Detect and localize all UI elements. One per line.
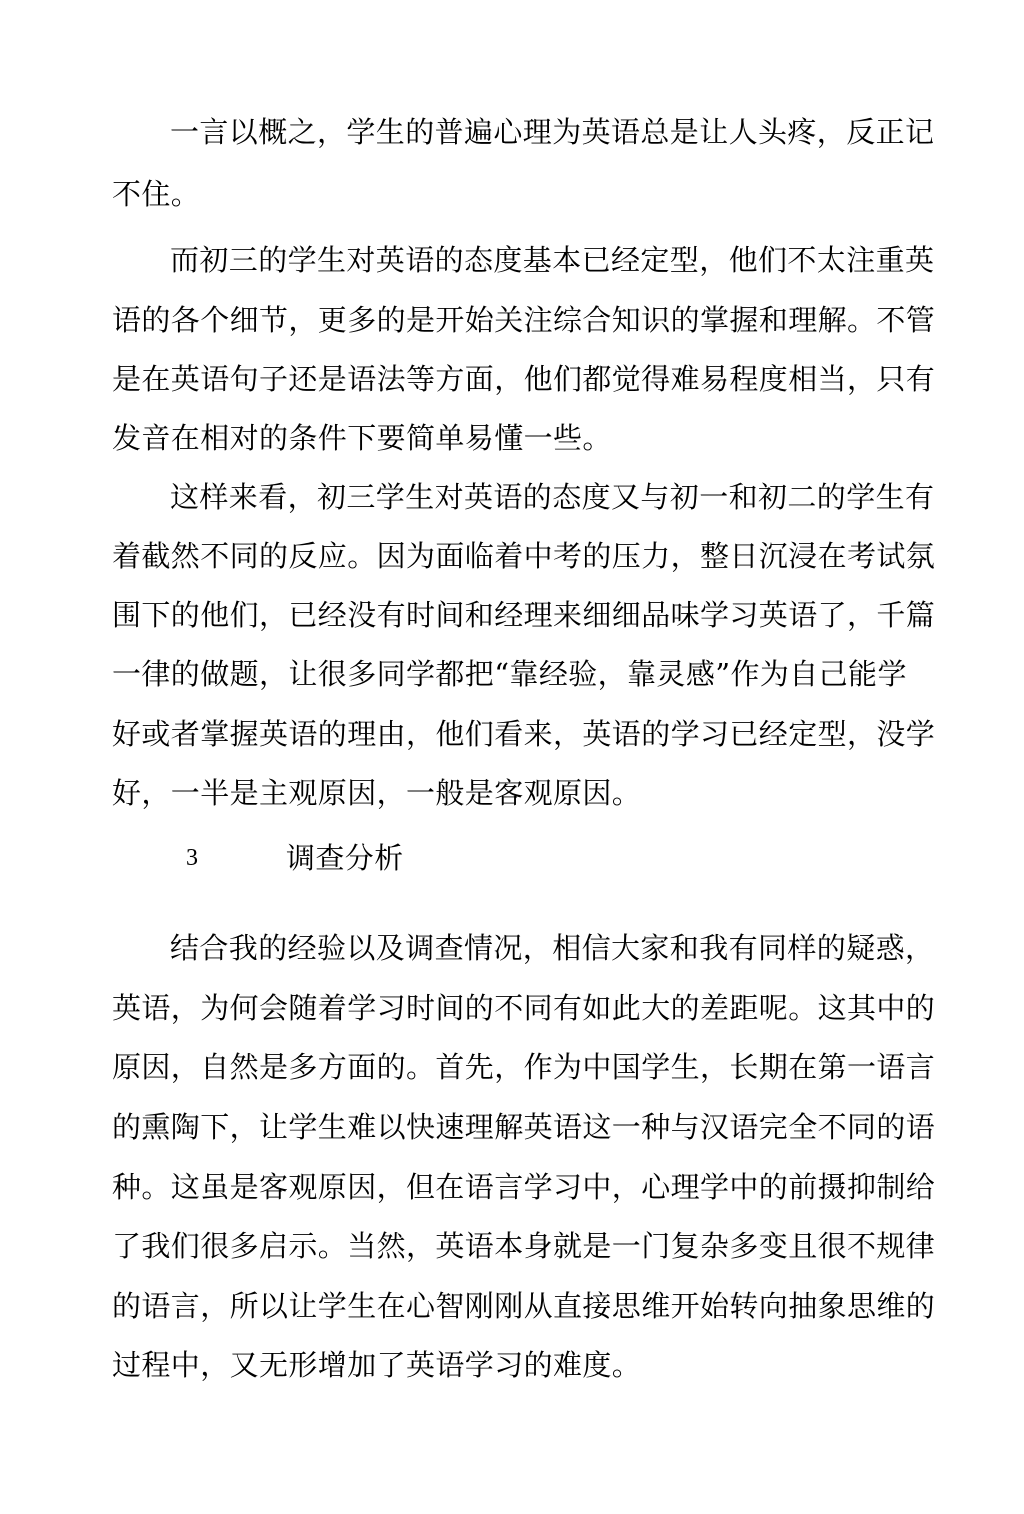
paragraph-line: 英语，为何会随着学习时间的不同有如此大的差距呢。这其中的 xyxy=(112,991,936,1025)
paragraph-line: 结合我的经验以及调查情况，相信大家和我有同样的疑惑， xyxy=(170,931,935,965)
paragraph-line: 种。这虽是客观原因，但在语言学习中，心理学中的前摄抑制给 xyxy=(112,1170,936,1204)
paragraph-line: 一律的做题，让很多同学都把“靠经验，靠灵感”作为自己能学 xyxy=(112,657,907,691)
paragraph-line: 了我们很多启示。当然，英语本身就是一门复杂多变且很不规律 xyxy=(112,1229,936,1263)
paragraph-line: 是在英语句子还是语法等方面，他们都觉得难易程度相当，只有 xyxy=(112,362,936,396)
paragraph-line: 的熏陶下，让学生难以快速理解英语这一种与汉语完全不同的语 xyxy=(112,1110,936,1144)
paragraph-line: 着截然不同的反应。因为面临着中考的压力，整日沉浸在考试氛 xyxy=(112,539,936,573)
section-title: 调查分析 xyxy=(286,841,404,875)
paragraph-line: 发音在相对的条件下要简单易懂一些。 xyxy=(112,421,612,455)
paragraph-line: 好或者掌握英语的理由，他们看来，英语的学习已经定型，没学 xyxy=(112,717,936,751)
paragraph-line: 的语言，所以让学生在心智刚刚从直接思维开始转向抽象思维的 xyxy=(112,1289,936,1323)
paragraph-line: 围下的他们，已经没有时间和经理来细细品味学习英语了，千篇 xyxy=(112,598,936,632)
paragraph-line: 这样来看，初三学生对英语的态度又与初一和初二的学生有 xyxy=(170,480,935,514)
paragraph-line: 而初三的学生对英语的态度基本已经定型，他们不太注重英 xyxy=(170,243,935,277)
paragraph-line: 不住。 xyxy=(112,177,201,211)
paragraph-line: 好，一半是主观原因，一般是客观原因。 xyxy=(112,776,642,810)
paragraph-line: 原因，自然是多方面的。首先，作为中国学生，长期在第一语言 xyxy=(112,1050,936,1084)
section-number: 3 xyxy=(186,845,198,871)
paragraph-line: 一言以概之，学生的普遍心理为英语总是让人头疼，反正记 xyxy=(170,115,935,149)
paragraph-line: 语的各个细节，更多的是开始关注综合知识的掌握和理解。不管 xyxy=(112,303,936,337)
paragraph-line: 过程中，又无形增加了英语学习的难度。 xyxy=(112,1348,642,1382)
